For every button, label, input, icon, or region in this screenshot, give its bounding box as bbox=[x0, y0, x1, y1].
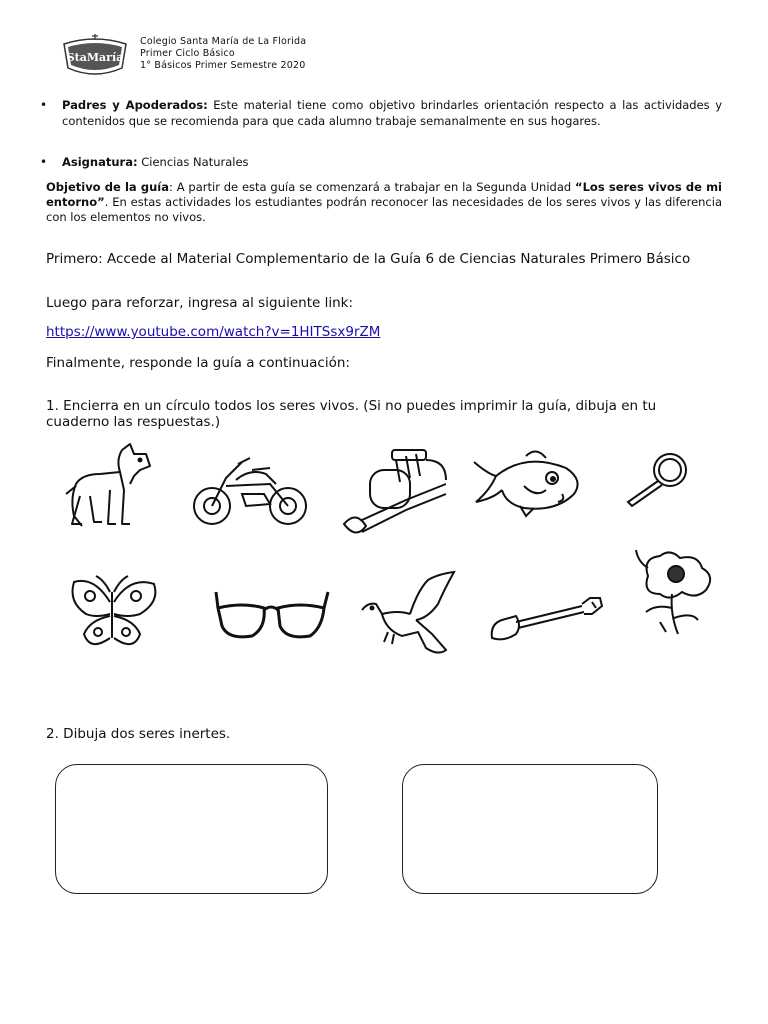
butterfly-icon bbox=[66, 572, 162, 656]
magnifying-glass-icon bbox=[620, 448, 696, 508]
bullet-subject-text: Ciencias Naturales bbox=[137, 155, 249, 169]
question-2: 2. Dibuja dos seres inertes. bbox=[46, 726, 231, 742]
instruction-then: Luego para reforzar, ingresa al siguiente link: bbox=[46, 295, 354, 311]
bullet-parents-text: Este material tiene como objetivo brindarles orientación respecto a las actividades y contenidos que se recomienda para que cada alumno trabaje semanalmente en sus hogares. bbox=[62, 98, 722, 128]
bullet-parents bbox=[40, 97, 722, 129]
objective-unit: “Los seres vivos de mi entorno” bbox=[46, 180, 722, 209]
instruction-first: Primero: Accede al Material Complementario de la Guía 6 de Ciencias Naturales Primero Básico bbox=[46, 251, 691, 267]
school-name: Colegio Santa María de La Florida bbox=[140, 36, 307, 47]
bullet-parents-label: Padres y Apoderados: bbox=[62, 98, 208, 112]
bullet-dot: • bbox=[40, 155, 48, 169]
objective-label: Objetivo de la guía bbox=[46, 180, 169, 194]
flower-icon bbox=[626, 548, 722, 636]
school-logo bbox=[58, 34, 132, 78]
school-header bbox=[140, 36, 306, 72]
bullet-dot: • bbox=[40, 98, 48, 112]
trumpet-icon bbox=[336, 440, 456, 544]
drawing-box-1[interactable] bbox=[55, 764, 328, 894]
school-cycle: Primer Ciclo Básico bbox=[140, 48, 235, 59]
fish-icon bbox=[466, 446, 586, 520]
objective-text-1: : A partir de esta guía se comenzará a trabajar en la Segunda Unidad bbox=[169, 180, 576, 194]
drawing-box-2[interactable] bbox=[402, 764, 658, 894]
instruction-finally: Finalmente, responde la guía a continuación: bbox=[46, 355, 350, 371]
objective-text-2: . En estas actividades los estudiantes podrán reconocer las necesidades de los seres vivos y las diferencia con los elementos no vivos. bbox=[46, 195, 722, 224]
question-1: 1. Encierra en un círculo todos los seres vivos. (Si no puedes imprimir la guía, dibuja en tu cuaderno las respuestas.) bbox=[46, 398, 657, 430]
bullet-subject-label: Asignatura: bbox=[62, 155, 138, 169]
shovel-icon bbox=[486, 594, 606, 644]
guide-objective bbox=[46, 180, 722, 225]
glasses-icon bbox=[212, 588, 332, 644]
dove-icon bbox=[358, 570, 458, 660]
motorcycle-icon bbox=[190, 450, 310, 530]
bullet-subject bbox=[40, 154, 722, 170]
logo-text: StaMaría bbox=[66, 51, 124, 64]
youtube-link[interactable]: https://www.youtube.com/watch?v=1HITSsx9rZM bbox=[46, 324, 381, 340]
school-term: 1° Básicos Primer Semestre 2020 bbox=[140, 60, 306, 71]
dog-icon bbox=[60, 440, 160, 534]
